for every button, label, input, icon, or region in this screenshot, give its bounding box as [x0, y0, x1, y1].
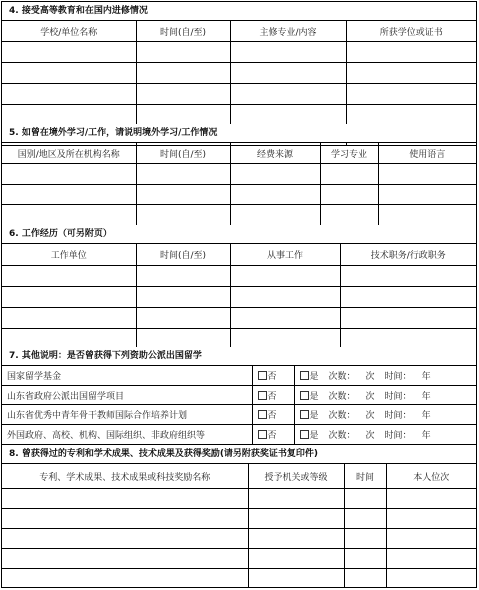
checkbox-icon[interactable] — [258, 410, 267, 419]
funding-table — [2, 365, 476, 445]
yes-count-time[interactable]: 是 次数： 次 时间： 年 — [294, 366, 476, 386]
checkbox-icon[interactable] — [258, 371, 267, 380]
no-option[interactable]: 否 — [252, 366, 294, 386]
table-row — [2, 529, 476, 549]
column-header: 授予机关或等级 — [248, 464, 344, 489]
table-cell[interactable] — [136, 42, 230, 63]
table-cell[interactable] — [386, 529, 476, 549]
table-row — [2, 287, 476, 308]
table-row — [2, 509, 476, 529]
table-row — [2, 549, 476, 569]
yes-count-time[interactable]: 是 次数： 次 时间： 年 — [294, 425, 476, 445]
overseas-table — [2, 142, 476, 226]
table-cell[interactable] — [136, 164, 230, 185]
table-cell[interactable] — [136, 185, 230, 205]
column-header: 经费来源 — [230, 143, 320, 164]
table-cell[interactable] — [248, 549, 344, 569]
table-cell[interactable] — [2, 185, 136, 205]
funding-program-name: 国家留学基金 — [2, 366, 252, 386]
column-header: 时间(自/至) — [136, 143, 230, 164]
table-cell[interactable] — [230, 308, 340, 329]
table-cell[interactable] — [2, 308, 136, 329]
table-row — [2, 489, 476, 509]
table-row — [2, 366, 476, 386]
work-history-table — [2, 243, 476, 349]
funding-program-name: 山东省优秀中青年骨干教师国际合作培养计划 — [2, 405, 252, 425]
checkbox-icon[interactable] — [300, 391, 309, 400]
checkbox-icon[interactable] — [300, 410, 309, 419]
table-cell[interactable] — [386, 569, 476, 588]
section-8-title: 8. 曾获得过的专利和学术成果、技术成果及获得奖励(请另附获奖证书复印件) — [2, 445, 476, 464]
no-option[interactable]: 否 — [252, 386, 294, 405]
table-header-row — [2, 21, 476, 42]
table-cell[interactable] — [136, 287, 230, 308]
table-cell[interactable] — [230, 266, 340, 287]
table-cell[interactable] — [320, 205, 378, 226]
table-cell[interactable] — [230, 42, 346, 63]
table-row — [2, 164, 476, 185]
funding-program-name: 外国政府、高校、机构、国际组织、非政府组织等 — [2, 425, 252, 445]
table-cell[interactable] — [2, 549, 248, 569]
checkbox-icon[interactable] — [300, 430, 309, 439]
table-cell[interactable] — [344, 549, 386, 569]
table-row — [2, 308, 476, 329]
table-cell[interactable] — [230, 164, 320, 185]
table-cell[interactable] — [136, 308, 230, 329]
table-cell[interactable] — [346, 63, 476, 84]
table-cell[interactable] — [2, 509, 248, 529]
table-cell[interactable] — [386, 509, 476, 529]
table-cell[interactable] — [386, 489, 476, 509]
table-cell[interactable] — [230, 185, 320, 205]
table-cell[interactable] — [2, 63, 136, 84]
table-header-row — [2, 244, 476, 266]
table-cell[interactable] — [136, 266, 230, 287]
table-row — [2, 386, 476, 405]
yes-count-time[interactable]: 是 次数： 次 时间： 年 — [294, 386, 476, 405]
column-header: 使用语言 — [378, 143, 476, 164]
table-cell[interactable] — [386, 549, 476, 569]
table-cell[interactable] — [2, 84, 136, 105]
yes-count-time[interactable]: 是 次数： 次 时间： 年 — [294, 405, 476, 425]
table-cell[interactable] — [340, 266, 476, 287]
checkbox-icon[interactable] — [258, 391, 267, 400]
table-cell[interactable] — [248, 509, 344, 529]
table-cell[interactable] — [346, 84, 476, 105]
column-header: 工作单位 — [2, 244, 136, 266]
table-cell[interactable] — [378, 164, 476, 185]
table-cell[interactable] — [248, 529, 344, 549]
table-cell[interactable] — [136, 63, 230, 84]
table-header-row — [2, 143, 476, 164]
table-cell[interactable] — [378, 185, 476, 205]
table-row — [2, 205, 476, 226]
table-row — [2, 185, 476, 205]
table-row — [2, 266, 476, 287]
column-header: 时间(自/至) — [136, 21, 230, 42]
section-7-title: 7. 其他说明：是否曾获得下列资助公派出国留学 — [2, 347, 476, 366]
application-form — [1, 1, 477, 588]
table-row — [2, 105, 476, 126]
table-cell[interactable] — [340, 308, 476, 329]
table-row — [2, 425, 476, 445]
table-row — [2, 569, 476, 588]
table-cell[interactable] — [2, 105, 136, 126]
table-cell[interactable] — [2, 42, 136, 63]
no-option[interactable]: 否 — [252, 425, 294, 445]
table-cell[interactable] — [230, 287, 340, 308]
column-header: 所获学位或证书 — [346, 21, 476, 42]
table-cell[interactable] — [2, 287, 136, 308]
funding-program-name: 山东省政府公派出国留学项目 — [2, 386, 252, 405]
table-cell[interactable] — [230, 329, 340, 349]
column-header: 从事工作 — [230, 244, 340, 266]
checkbox-icon[interactable] — [300, 371, 309, 380]
checkbox-icon[interactable] — [258, 430, 267, 439]
table-cell[interactable] — [346, 105, 476, 126]
table-cell[interactable] — [136, 105, 230, 126]
table-cell[interactable] — [230, 205, 320, 226]
table-cell[interactable] — [136, 84, 230, 105]
column-header: 学习专业 — [320, 143, 378, 164]
column-header: 时间 — [344, 464, 386, 489]
table-cell[interactable] — [378, 205, 476, 226]
table-row — [2, 42, 476, 63]
no-option[interactable]: 否 — [252, 405, 294, 425]
table-cell[interactable] — [248, 489, 344, 509]
section-6-title: 6. 工作经历（可另附页） — [2, 225, 476, 244]
table-row — [2, 329, 476, 349]
section-5-title: 5. 如曾在境外学习/工作，请说明境外学习/工作情况 — [2, 124, 476, 143]
table-cell[interactable] — [344, 509, 386, 529]
table-cell[interactable] — [346, 42, 476, 63]
table-cell[interactable] — [320, 164, 378, 185]
table-cell[interactable] — [230, 105, 346, 126]
table-cell[interactable] — [320, 185, 378, 205]
column-header: 技术职务/行政职务 — [340, 244, 476, 266]
table-cell[interactable] — [2, 266, 136, 287]
table-cell[interactable] — [344, 569, 386, 588]
table-cell[interactable] — [2, 489, 248, 509]
table-cell[interactable] — [344, 489, 386, 509]
table-cell[interactable] — [136, 329, 230, 349]
table-cell[interactable] — [340, 287, 476, 308]
achievements-table — [2, 463, 476, 588]
table-cell[interactable] — [2, 205, 136, 226]
table-cell[interactable] — [344, 529, 386, 549]
table-cell[interactable] — [2, 529, 248, 549]
table-cell[interactable] — [2, 569, 248, 588]
table-cell[interactable] — [2, 164, 136, 185]
column-header: 本人位次 — [386, 464, 476, 489]
column-header: 专利、学术成果、技术成果或科技奖励名称 — [2, 464, 248, 489]
table-cell[interactable] — [340, 329, 476, 349]
table-cell[interactable] — [2, 329, 136, 349]
table-header-row — [2, 464, 476, 489]
column-header: 学校/单位名称 — [2, 21, 136, 42]
table-cell[interactable] — [230, 63, 346, 84]
column-header: 时间(自/至) — [136, 244, 230, 266]
table-cell[interactable] — [136, 205, 230, 226]
table-row — [2, 84, 476, 105]
table-cell[interactable] — [230, 84, 346, 105]
table-row — [2, 405, 476, 425]
section-4-title: 4. 接受高等教育和在国内进修情况 — [2, 2, 476, 21]
column-header: 主修专业/内容 — [230, 21, 346, 42]
table-cell[interactable] — [248, 569, 344, 588]
table-row — [2, 63, 476, 84]
column-header: 国别/地区及所在机构名称 — [2, 143, 136, 164]
